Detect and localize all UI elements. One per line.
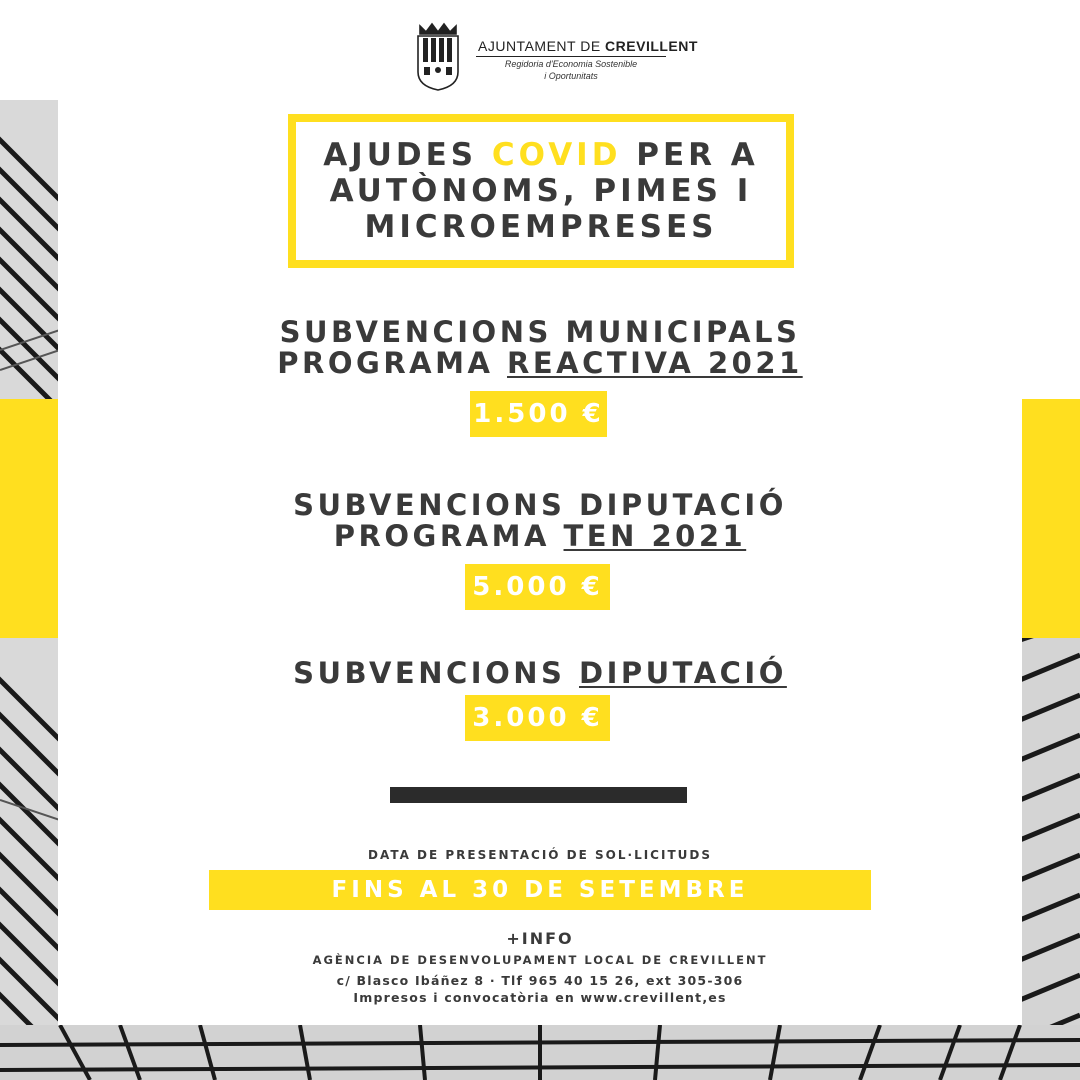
logo-divider (476, 56, 666, 57)
program-2-heading: SUBVENCIONS DIPUTACIÓ PROGRAMA TEN 2021 (293, 488, 787, 553)
program-1-name: REACTIVA 2021 (507, 346, 803, 380)
deadline-value: FINS AL 30 DE SETEMBRE (209, 870, 871, 910)
program-1-amount: 1.500 € (470, 391, 607, 437)
program-1-heading: SUBVENCIONS MUNICIPALS PROGRAMA REACTIVA 2021 (277, 315, 803, 380)
info-address: c/ Blasco Ibáñez 8 · Tlf 965 40 15 26, ext 305-306 (336, 973, 744, 988)
poster-title: AJUDES COVID PER A AUTÒNOMS, PIMES I MICROEMPRESES (323, 137, 759, 245)
title-frame (288, 114, 794, 268)
info-agency: AGÈNCIA DE DESENVOLUPAMENT LOCAL DE CREVILLENT (312, 953, 768, 967)
title-highlight: COVID (491, 137, 622, 173)
info-title: +INFO (506, 929, 574, 948)
info-website: Impresos i convocatòria en www.crevillent,es (353, 990, 727, 1005)
section-divider (390, 787, 687, 803)
program-3-amount: 3.000 € (465, 695, 610, 741)
building-photo-bottom (0, 1025, 1080, 1080)
program-3-heading: SUBVENCIONS DIPUTACIÓ (293, 656, 787, 690)
municipality-name: AJUNTAMENT DE CREVILLENT (478, 38, 698, 54)
program-2-name: TEN 2021 (563, 519, 747, 553)
program-2-amount: 5.000 € (465, 564, 610, 610)
department-name: Regidoria d'Economia Sostenible i Oportunitats (504, 59, 638, 81)
program-3-name: DIPUTACIÓ (579, 656, 787, 690)
deadline-label: DATA DE PRESENTACIÓ DE SOL·LICITUDS (368, 848, 712, 862)
